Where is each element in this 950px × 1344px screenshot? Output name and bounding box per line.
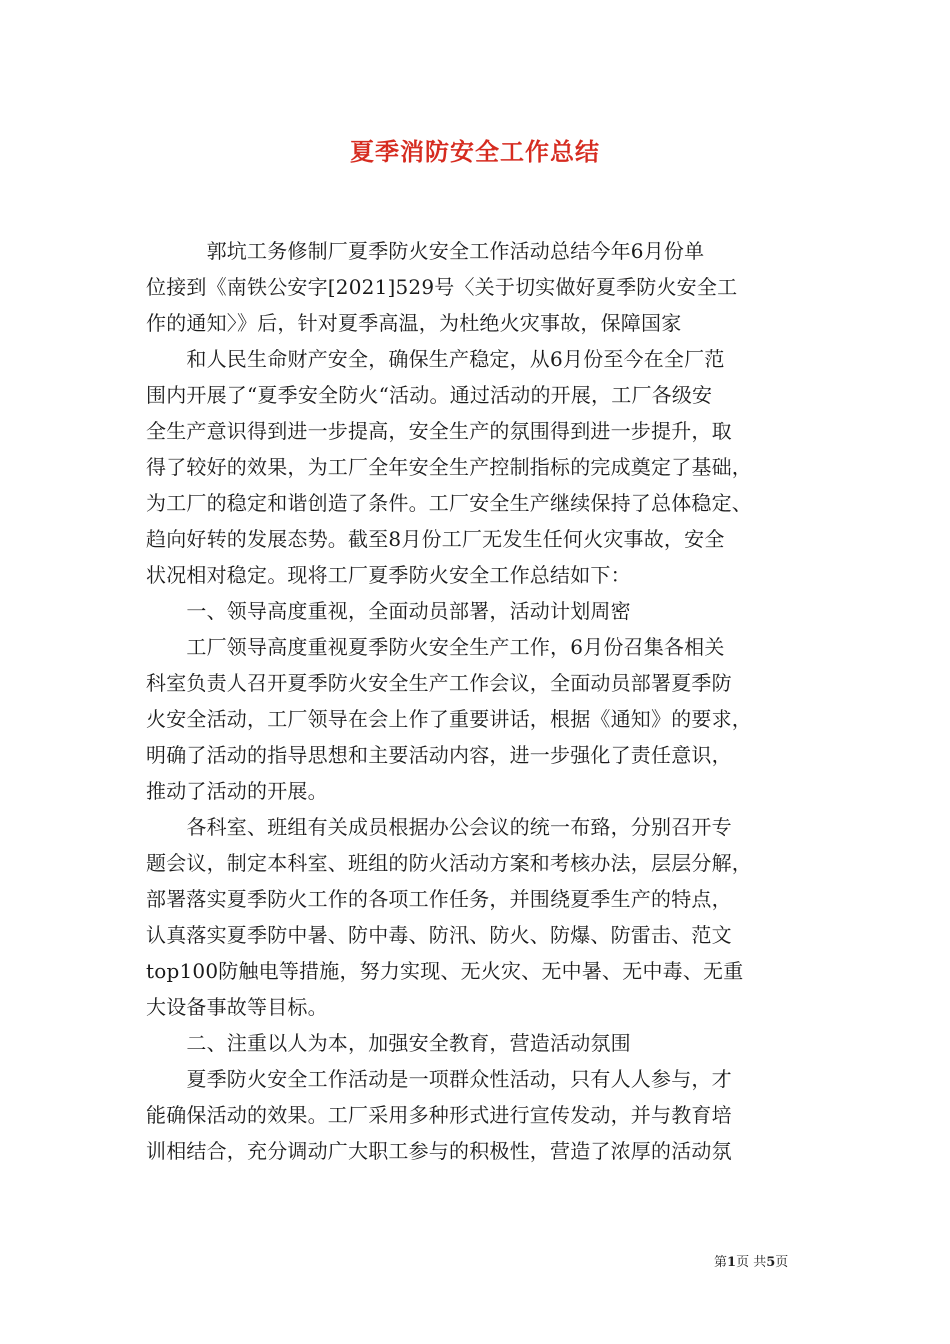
body-text-line: 能确保活动的效果。工厂采用多种形式进行宣传发动，并与教育培 [146,1103,732,1127]
body-text-line: 科室负责人召开夏季防火安全生产工作会议，全面动员部署夏季防 [146,671,732,695]
body-text-line: 为工厂的稳定和谐创造了条件。工厂安全生产继续保持了总体稳定、 [146,491,752,515]
body-text-line: 夏季防火安全工作活动是一项群众性活动，只有人人参与，才 [146,1067,732,1091]
body-text-line: 郭坑工务修制厂夏季防火安全工作活动总结今年6月份单 [146,239,705,263]
body-text-line: 围内开展了“夏季安全防火“活动。通过活动的开展，工厂各级安 [146,383,713,407]
footer-total-pages: 5 [766,1255,776,1270]
body-text-line: 部署落实夏季防火工作的各项工作任务，并围绕夏季生产的特点， [146,887,732,911]
body-text-line: 作的通知〉》后，针对夏季高温，为杜绝火灾事故，保障国家 [146,311,682,335]
document-title: 夏季消防安全工作总结 [350,138,600,166]
body-text-line: 全生产意识得到进一步提高，安全生产的氛围得到进一步提升，取 [146,419,732,443]
body-text-line: top100防触电等措施，努力实现、无火灾、无中暑、无中毒、无重 [146,959,744,983]
body-text-line: 题会议，制定本科室、班组的防火活动方案和考核办法，层层分解， [146,851,752,875]
footer-middle: 页 共 [736,1255,767,1270]
body-text-line: 大设备事故等目标。 [146,995,328,1019]
body-text-line: 一、领导高度重视，全面动员部署，活动计划周密 [146,599,631,623]
body-text-line: 训相结合，充分调动广大职工参与的积极性，营造了浓厚的活动氛 [146,1139,732,1163]
footer-current-page: 1 [727,1255,737,1270]
body-text-line: 趋向好转的发展态势。截至8月份工厂无发生任何火灾事故，安全 [146,527,725,551]
body-text-line: 明确了活动的指导思想和主要活动内容，进一步强化了责任意识， [146,743,732,767]
body-text-line: 和人民生命财产安全，确保生产稳定，从6月份至今在全厂范 [146,347,725,371]
page-footer [714,1251,788,1270]
body-text-line: 工厂领导高度重视夏季防火安全生产工作，6月份召集各相关 [146,635,725,659]
document-body [146,233,806,1169]
body-text-line: 认真落实夏季防中暑、防中毒、防汛、防火、防爆、防雷击、范文 [146,923,732,947]
body-text-line: 各科室、班组有关成员根据办公会议的统一布臵，分别召开专 [146,815,732,839]
body-text-line: 推动了活动的开展。 [146,779,328,803]
body-text-line: 状况相对稳定。现将工厂夏季防火安全工作总结如下： [146,563,631,587]
body-text-line: 火安全活动，工厂领导在会上作了重要讲话，根据《通知》的要求， [146,707,752,731]
footer-suffix: 页 [775,1255,789,1270]
body-text-line: 得了较好的效果，为工厂全年安全生产控制指标的完成奠定了基础， [146,455,752,479]
body-text-line: 位接到《南铁公安字[2021]529号〈关于切实做好夏季防火安全工 [146,275,738,299]
footer-prefix: 第 [714,1255,728,1270]
body-text-line: 二、注重以人为本，加强安全教育，营造活动氛围 [146,1031,631,1055]
